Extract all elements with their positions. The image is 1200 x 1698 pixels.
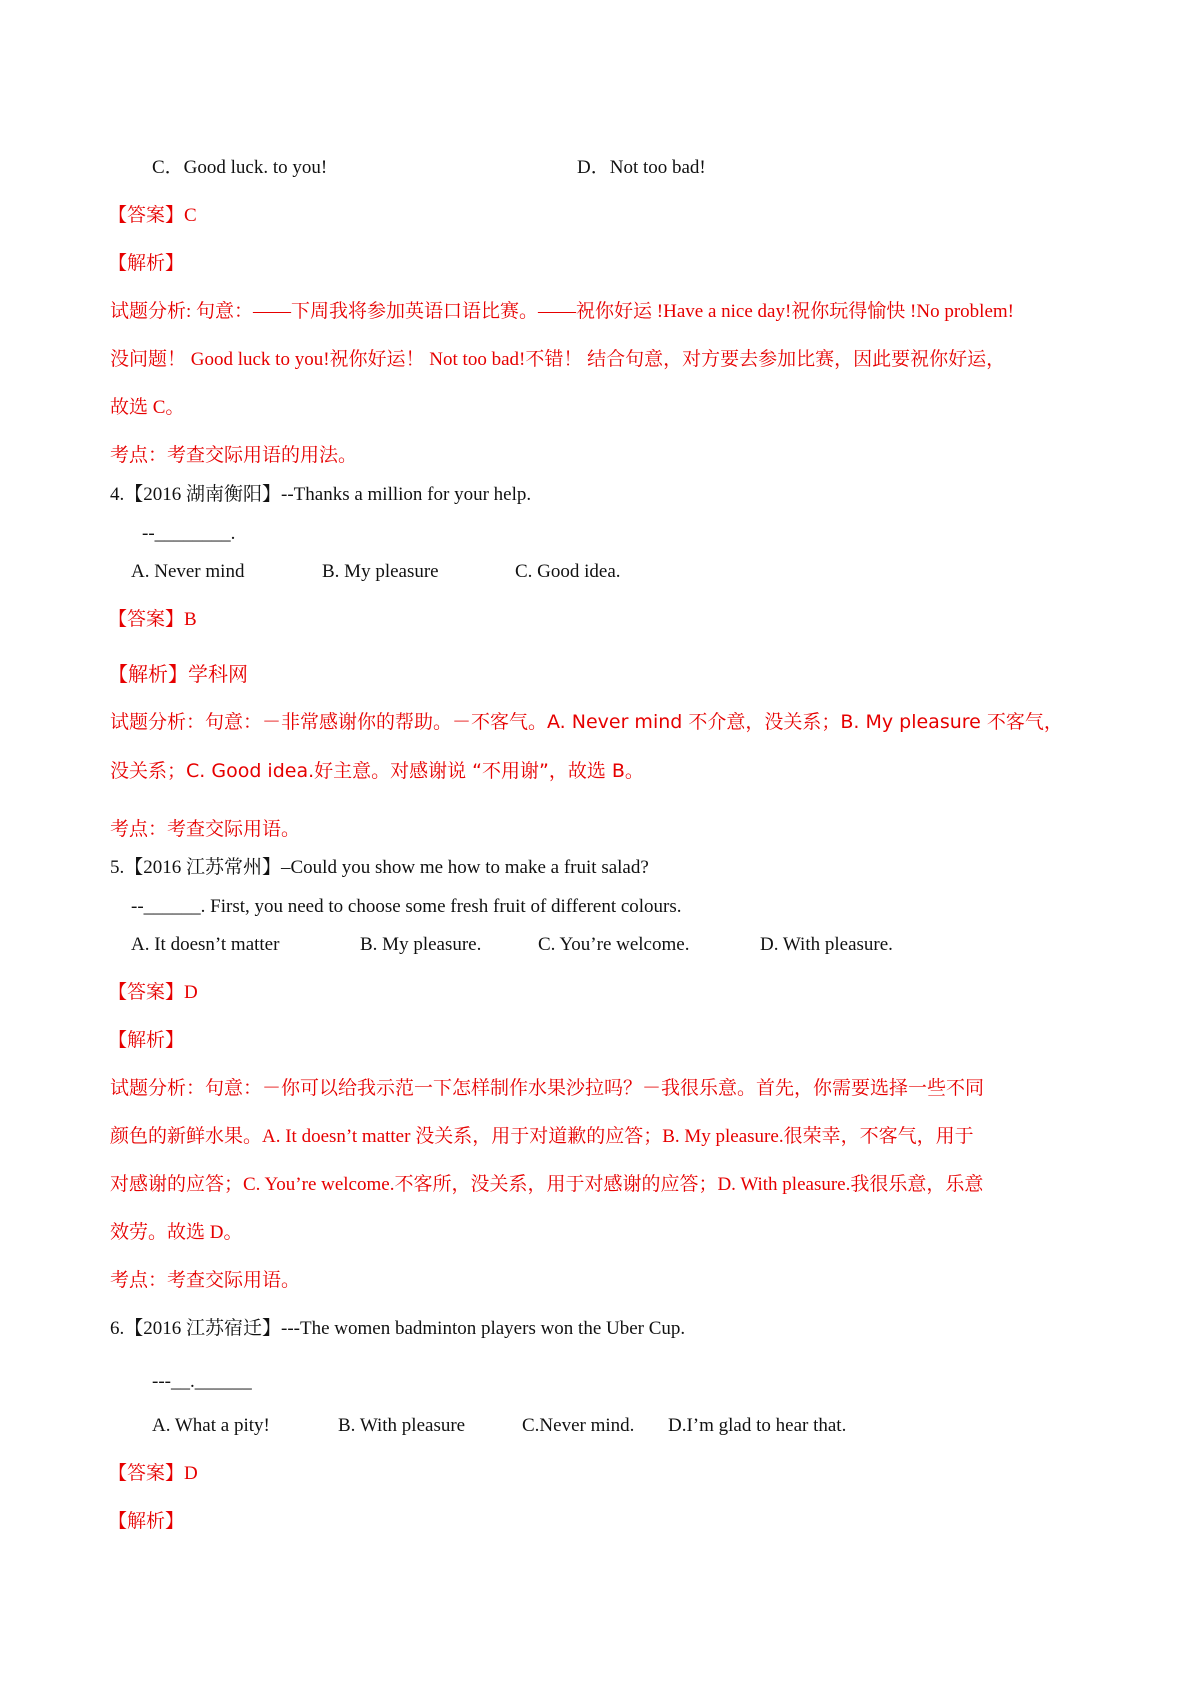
q3-analysis-line-1: 试题分析: 句意：——下周我将参加英语口语比赛。——祝你好运 !Have a nice day!祝你玩得愉快 !No problem! bbox=[110, 301, 1014, 322]
q6-option-b: B. With pleasure bbox=[338, 1415, 466, 1436]
q3-option-c: C．Good luck. to you! bbox=[152, 157, 328, 178]
q4-stem: 4.【2016 湖南衡阳】--Thanks a million for your help. bbox=[110, 484, 532, 505]
q5-stem: 5.【2016 江苏常州】–Could you show me how to make a fruit salad? bbox=[110, 857, 649, 878]
q3-analysis-line-2: 没问题！ Good luck to you!祝你好运！ Not too bad!不错！ 结合句意，对方要去参加比赛，因此要祝你好运， bbox=[110, 349, 1006, 370]
q6-reply: ---__.______ bbox=[152, 1371, 252, 1392]
q4-option-a: A. Never mind bbox=[131, 561, 245, 582]
q5-point: 考点：考查交际用语。 bbox=[110, 1270, 301, 1291]
q5-analysis-line-4: 效劳。故选 D。 bbox=[110, 1222, 243, 1243]
q6-stem: 6.【2016 江苏宿迁】---The women badminton players won the Uber Cup. bbox=[110, 1318, 686, 1339]
q3-analysis-label: 【解析】 bbox=[108, 253, 185, 274]
q3-option-d: D．Not too bad! bbox=[577, 157, 706, 178]
q6-option-d: D.I’m glad to hear that. bbox=[668, 1415, 847, 1436]
q3-point: 考点：考查交际用语的用法。 bbox=[110, 445, 358, 466]
q6-option-a: A. What a pity! bbox=[152, 1415, 270, 1436]
q5-analysis-label: 【解析】 bbox=[108, 1030, 185, 1051]
q5-answer: 【答案】D bbox=[108, 982, 198, 1003]
q4-analysis-line-1: 试题分析：句意：－非常感谢你的帮助。－不客气。A. Never mind 不介意，没关系；B. My pleasure 不客气， bbox=[110, 711, 1063, 733]
q5-option-b: B. My pleasure. bbox=[360, 934, 482, 955]
q4-option-c: C. Good idea. bbox=[515, 561, 621, 582]
q5-analysis-line-1: 试题分析：句意：－你可以给我示范一下怎样制作水果沙拉吗？－我很乐意。首先，你需要选择一些不同 bbox=[110, 1078, 985, 1099]
q4-reply: --________. bbox=[142, 523, 236, 544]
q5-analysis-line-2: 颜色的新鲜水果。A. It doesn’t matter 没关系，用于对道歉的应答；B. My pleasure.很荣幸，不客气，用于 bbox=[110, 1126, 974, 1147]
q4-analysis-line-2: 没关系；C. Good idea.好主意。对感谢说 “不用谢”，故选 B。 bbox=[110, 760, 644, 782]
q6-answer: 【答案】D bbox=[108, 1463, 198, 1484]
q4-answer: 【答案】B bbox=[108, 609, 197, 630]
q6-option-c: C.Never mind. bbox=[522, 1415, 635, 1436]
q4-option-b: B. My pleasure bbox=[322, 561, 439, 582]
q6-analysis-label: 【解析】 bbox=[108, 1511, 185, 1532]
q3-analysis-line-3: 故选 C。 bbox=[110, 397, 185, 418]
q5-analysis-line-3: 对感谢的应答；C. You’re welcome.不客所，没关系，用于对感谢的应答；D. With pleasure.我很乐意，乐意 bbox=[110, 1174, 984, 1195]
q5-option-a: A. It doesn’t matter bbox=[131, 934, 280, 955]
q4-point: 考点：考查交际用语。 bbox=[110, 819, 301, 840]
q4-analysis-label: 【解析】学科网 bbox=[108, 662, 248, 686]
q5-reply: --______. First, you need to choose some fresh fruit of different colours. bbox=[131, 896, 682, 917]
q5-option-d: D. With pleasure. bbox=[760, 934, 893, 955]
q3-answer: 【答案】C bbox=[108, 205, 197, 226]
q5-option-c: C. You’re welcome. bbox=[538, 934, 690, 955]
